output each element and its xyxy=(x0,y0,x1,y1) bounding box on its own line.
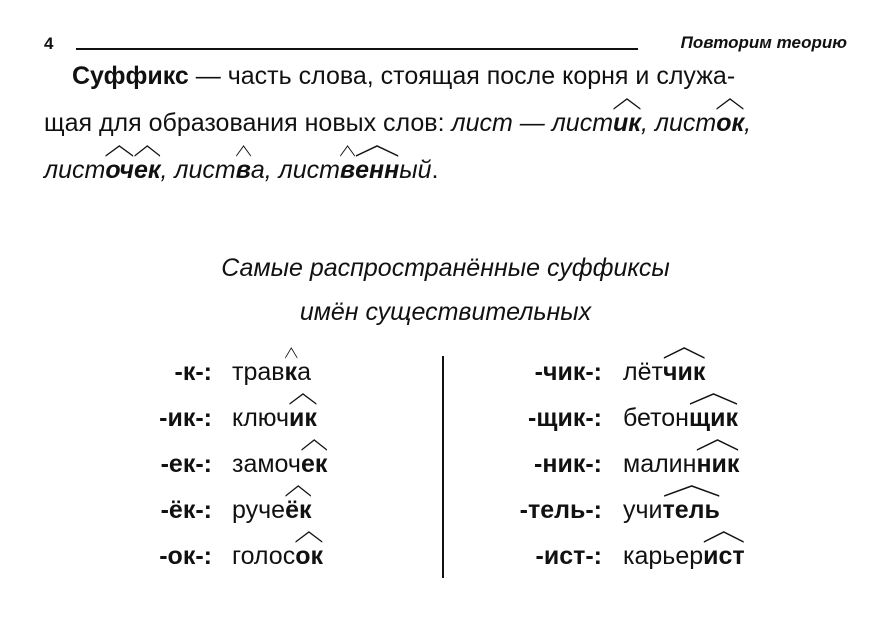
suffix-label: -к-: xyxy=(174,358,212,386)
suffix-text: енн xyxy=(355,156,400,184)
suffix-text: щик xyxy=(689,404,738,432)
table-row xyxy=(0,404,891,450)
suffix-mark xyxy=(663,358,705,387)
word-stem: малин xyxy=(623,450,697,478)
example-root-word: лист xyxy=(451,109,513,137)
example-word xyxy=(623,404,738,433)
table-row xyxy=(0,542,891,588)
suffix-mark xyxy=(613,109,641,138)
table-row xyxy=(0,496,891,542)
suffix-arc-icon xyxy=(340,145,355,157)
suffix-text: в xyxy=(340,156,356,184)
suffix-mark xyxy=(703,542,745,571)
suffix-text: ок xyxy=(295,542,323,570)
suffix-arc-icon xyxy=(696,439,739,451)
suffix-text: оч xyxy=(105,156,134,184)
suffix-mark xyxy=(105,156,134,185)
suffix-mark xyxy=(716,109,744,138)
separator: , xyxy=(160,156,175,184)
word-stem: замоч xyxy=(232,450,301,478)
suffix-text: ник xyxy=(696,450,740,478)
example-dash: — xyxy=(512,109,552,137)
page-number: 4 xyxy=(44,34,54,53)
suffix-arc-icon xyxy=(689,393,738,405)
word-stem: учи xyxy=(623,496,663,524)
suffix-arc-icon xyxy=(613,98,641,110)
word-stem: ключ xyxy=(232,404,290,432)
table-title-line-1: Самые распространённые суффиксы xyxy=(221,254,670,282)
suffix-mark xyxy=(355,156,399,185)
suffix-label: -ек-: xyxy=(160,450,212,478)
header-rule xyxy=(76,48,638,50)
suffix-label: -ник-: xyxy=(534,450,602,478)
word-stem: руче xyxy=(232,496,286,524)
table-row xyxy=(0,450,891,496)
example-word xyxy=(279,156,432,184)
suffix-arc-icon xyxy=(703,531,745,543)
word-stem: лист xyxy=(551,109,614,137)
suffix-arc-icon xyxy=(134,145,161,157)
suffix-text: к xyxy=(284,358,298,386)
definition-line-1 xyxy=(72,62,735,91)
suffix-text: ист xyxy=(703,542,745,570)
suffix-arc-icon xyxy=(236,145,251,157)
example-word xyxy=(623,542,745,571)
section-title: Повторим теорию xyxy=(680,33,847,52)
word-stem: лист xyxy=(44,156,106,184)
example-word xyxy=(623,496,720,525)
word-ending: а xyxy=(297,358,311,386)
suffix-mark xyxy=(689,404,738,433)
suffix-text: тель xyxy=(662,496,720,524)
word-stem: голос xyxy=(232,542,296,570)
word-stem: карьер xyxy=(623,542,704,570)
word-stem: лист xyxy=(654,109,717,137)
separator: , xyxy=(264,156,279,184)
definition-text: — часть слова, стоящая после корня и служа- xyxy=(188,62,736,90)
suffix-text: ёк xyxy=(285,496,312,524)
suffix-mark xyxy=(340,156,355,185)
suffix-label: -ок-: xyxy=(159,542,212,570)
suffix-label: -щик-: xyxy=(528,404,602,432)
example-word xyxy=(655,109,744,137)
suffix-mark xyxy=(134,156,161,185)
word-stem: лист xyxy=(278,156,340,184)
example-word xyxy=(174,156,264,184)
definition-text: щая для образования новых слов: xyxy=(44,109,452,137)
suffix-text: ек xyxy=(300,450,328,478)
suffix-mark xyxy=(663,496,720,525)
definition-line-2 xyxy=(44,109,751,138)
separator: , xyxy=(640,109,655,137)
word-stem: лёт xyxy=(623,358,663,386)
example-word xyxy=(44,156,161,184)
suffix-text: ок xyxy=(716,109,745,137)
suffix-arc-icon xyxy=(663,347,705,359)
word-stem: лист xyxy=(174,156,236,184)
page-header xyxy=(0,0,891,60)
suffix-text: ек xyxy=(133,156,161,184)
suffix-arc-icon xyxy=(663,485,720,497)
suffix-text: в xyxy=(235,156,251,184)
suffix-label: -ик-: xyxy=(159,404,212,432)
suffix-mark xyxy=(236,156,251,185)
example-word xyxy=(623,450,739,479)
word-ending: ый xyxy=(399,156,432,184)
suffix-label: -чик-: xyxy=(534,358,602,386)
term-suffix: Суффикс xyxy=(72,62,189,90)
table-row xyxy=(0,358,891,404)
suffix-text: ик xyxy=(289,404,317,432)
suffix-arc-icon xyxy=(355,145,399,157)
suffix-arc-icon xyxy=(716,98,744,110)
suffix-mark xyxy=(696,450,739,479)
table-title-line-2: имён существительных xyxy=(299,298,592,326)
suffix-label: -ёк-: xyxy=(160,496,212,524)
example-word xyxy=(623,358,705,387)
suffix-arc-icon xyxy=(105,145,134,157)
word-stem: бетон xyxy=(623,404,689,432)
sentence-end: . xyxy=(431,156,439,184)
separator: , xyxy=(744,109,752,137)
word-ending: а xyxy=(250,156,265,184)
suffix-text: чик xyxy=(662,358,706,386)
definition-line-3 xyxy=(44,156,438,185)
example-word xyxy=(552,109,641,137)
suffix-label: -тель-: xyxy=(519,496,602,524)
word-stem: трав xyxy=(232,358,285,386)
suffix-label: -ист-: xyxy=(535,542,602,570)
suffix-text: ик xyxy=(613,109,641,137)
